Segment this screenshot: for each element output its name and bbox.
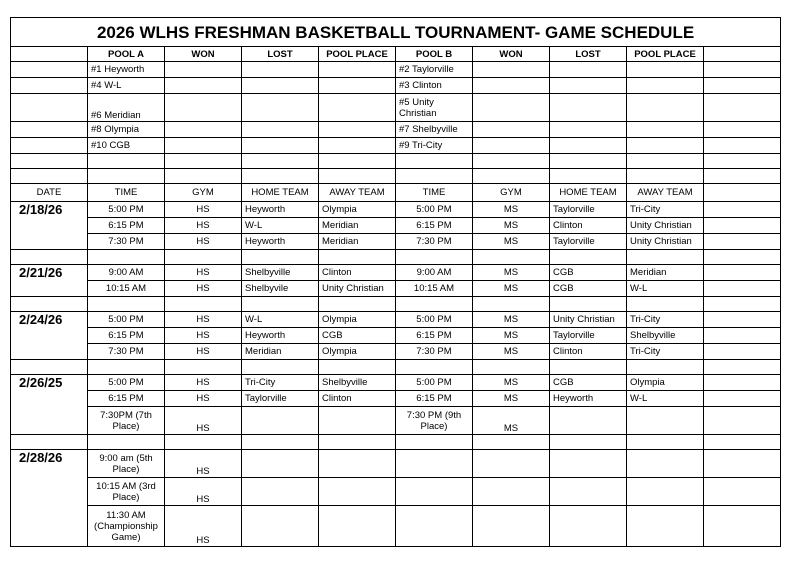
away-team: [319, 478, 396, 506]
pool-a-team: #1 Heyworth: [88, 62, 165, 78]
blank-cell: [473, 435, 550, 450]
schedule-table: [10, 17, 781, 547]
pool-column-header: LOST: [242, 47, 319, 62]
game-date: 2/28/26: [11, 450, 88, 547]
pool-row: [11, 122, 781, 138]
blank-cell: [627, 250, 704, 265]
away-team: Meridian: [627, 265, 704, 281]
game-gym: MS: [473, 202, 550, 218]
blank-cell: [550, 169, 627, 184]
away-team: Tri-City: [627, 344, 704, 360]
away-team: Shelbyville: [627, 328, 704, 344]
blank-cell: [704, 169, 781, 184]
blank-cell: [165, 78, 242, 94]
blank-cell: [242, 250, 319, 265]
game-time: 6:15 PM: [396, 391, 473, 407]
game-row: [11, 506, 781, 547]
pool-column-header: POOL PLACE: [627, 47, 704, 62]
blank-cell: [165, 169, 242, 184]
blank-cell: [704, 375, 781, 391]
blank-cell: [627, 78, 704, 94]
home-team: Shelbyville: [242, 265, 319, 281]
away-team: Unity Christian: [319, 281, 396, 297]
home-team: Heyworth: [550, 391, 627, 407]
blank-cell: [473, 154, 550, 169]
spacer-row: [11, 297, 781, 312]
game-date: 2/18/26: [11, 202, 88, 250]
game-time: 5:00 PM: [88, 312, 165, 328]
game-gym: HS: [165, 391, 242, 407]
away-team: [319, 407, 396, 435]
game-time: [396, 478, 473, 506]
game-gym: HS: [165, 478, 242, 506]
game-gym: MS: [473, 328, 550, 344]
game-date: 2/21/26: [11, 265, 88, 297]
title-row: [11, 18, 781, 47]
blank-cell: [704, 312, 781, 328]
pool-header-row: [11, 47, 781, 62]
blank-cell: [11, 122, 88, 138]
home-team: W-L: [242, 218, 319, 234]
blank-cell: [319, 169, 396, 184]
blank-cell: [704, 478, 781, 506]
schedule-column-header: AWAY TEAM: [319, 184, 396, 202]
home-team: Taylorville: [550, 234, 627, 250]
blank-cell: [704, 506, 781, 547]
pool-row: [11, 94, 781, 122]
blank-cell: [88, 250, 165, 265]
blank-cell: [11, 435, 88, 450]
blank-cell: [550, 360, 627, 375]
blank-cell: [704, 250, 781, 265]
game-time: 10:15 AM: [88, 281, 165, 297]
blank-cell: [550, 94, 627, 122]
pool-column-header: POOL A: [88, 47, 165, 62]
home-team: [550, 450, 627, 478]
blank-cell: [473, 94, 550, 122]
away-team: Olympia: [627, 375, 704, 391]
pool-b-team: #7 Shelbyville: [396, 122, 473, 138]
blank-cell: [704, 154, 781, 169]
home-team: W-L: [242, 312, 319, 328]
schedule-column-header: HOME TEAM: [550, 184, 627, 202]
game-gym: HS: [165, 234, 242, 250]
away-team: CGB: [319, 328, 396, 344]
schedule-column-header: GYM: [165, 184, 242, 202]
home-team: [242, 506, 319, 547]
away-team: W-L: [627, 281, 704, 297]
blank-cell: [550, 250, 627, 265]
game-gym: HS: [165, 450, 242, 478]
blank-cell: [319, 78, 396, 94]
blank-cell: [396, 435, 473, 450]
blank-cell: [165, 154, 242, 169]
blank-cell: [550, 78, 627, 94]
game-time: 6:15 PM: [88, 328, 165, 344]
blank-cell: [704, 407, 781, 435]
blank-cell: [88, 360, 165, 375]
game-gym: HS: [165, 265, 242, 281]
game-date: 2/26/25: [11, 375, 88, 435]
blank-cell: [704, 435, 781, 450]
blank-cell: [396, 250, 473, 265]
schedule-column-header: AWAY TEAM: [627, 184, 704, 202]
pool-column-header: POOL B: [396, 47, 473, 62]
schedule-column-header: DATE: [11, 184, 88, 202]
blank-cell: [627, 138, 704, 154]
game-time: 5:00 PM: [88, 202, 165, 218]
away-team: Olympia: [319, 202, 396, 218]
game-gym: HS: [165, 281, 242, 297]
home-team: Clinton: [550, 218, 627, 234]
game-gym: MS: [473, 265, 550, 281]
blank-cell: [627, 154, 704, 169]
blank-cell: [704, 450, 781, 478]
game-gym: [473, 450, 550, 478]
blank-cell: [88, 435, 165, 450]
game-gym: HS: [165, 328, 242, 344]
pool-column-header: WON: [473, 47, 550, 62]
pool-column-header: LOST: [550, 47, 627, 62]
pool-b-team: #2 Taylorville: [396, 62, 473, 78]
blank-cell: [473, 62, 550, 78]
blank-cell: [473, 360, 550, 375]
blank-cell: [11, 62, 88, 78]
blank-cell: [704, 62, 781, 78]
blank-cell: [165, 122, 242, 138]
game-gym: MS: [473, 375, 550, 391]
blank-cell: [396, 169, 473, 184]
blank-cell: [242, 435, 319, 450]
blank-cell: [704, 328, 781, 344]
schedule-column-header: HOME TEAM: [242, 184, 319, 202]
blank-cell: [319, 360, 396, 375]
game-row: [11, 281, 781, 297]
home-team: Unity Christian: [550, 312, 627, 328]
home-team: Heyworth: [242, 328, 319, 344]
blank-cell: [473, 122, 550, 138]
home-team: Meridian: [242, 344, 319, 360]
blank-cell: [242, 94, 319, 122]
home-team: Heyworth: [242, 234, 319, 250]
blank-cell: [550, 435, 627, 450]
blank-cell: [396, 154, 473, 169]
blank-cell: [627, 122, 704, 138]
game-time: 7:30 PM: [396, 234, 473, 250]
away-team: Unity Christian: [627, 218, 704, 234]
blank-cell: [88, 169, 165, 184]
game-time: 7:30 PM: [396, 344, 473, 360]
home-team: Shelbyvile: [242, 281, 319, 297]
game-row: [11, 344, 781, 360]
blank-cell: [473, 138, 550, 154]
game-time: 6:15 PM: [396, 328, 473, 344]
pool-column-header: POOL PLACE: [319, 47, 396, 62]
blank-cell: [704, 94, 781, 122]
blank-cell: [88, 154, 165, 169]
game-row: [11, 391, 781, 407]
blank-cell: [165, 62, 242, 78]
blank-cell: [550, 297, 627, 312]
blank-cell: [242, 62, 319, 78]
blank-cell: [11, 360, 88, 375]
home-team: Taylorville: [550, 328, 627, 344]
game-row: [11, 202, 781, 218]
blank-cell: [627, 360, 704, 375]
blank-cell: [242, 138, 319, 154]
game-time: [396, 450, 473, 478]
blank-cell: [473, 78, 550, 94]
home-team: [242, 478, 319, 506]
away-team: [627, 407, 704, 435]
blank-cell: [319, 154, 396, 169]
game-date: 2/24/26: [11, 312, 88, 360]
blank-cell: [704, 78, 781, 94]
game-gym: HS: [165, 202, 242, 218]
blank-cell: [242, 154, 319, 169]
game-row: [11, 407, 781, 435]
game-time: 7:30 PM: [88, 344, 165, 360]
blank-cell: [165, 435, 242, 450]
game-time: [396, 506, 473, 547]
home-team: CGB: [550, 265, 627, 281]
blank-cell: [319, 138, 396, 154]
blank-cell: [11, 138, 88, 154]
blank-cell: [704, 391, 781, 407]
blank-cell: [242, 122, 319, 138]
game-gym: MS: [473, 218, 550, 234]
blank-cell: [627, 62, 704, 78]
game-row: [11, 265, 781, 281]
game-time: 9:00 am (5th Place): [88, 450, 165, 478]
game-gym: MS: [473, 407, 550, 435]
game-time: 5:00 PM: [396, 202, 473, 218]
spacer-row: [11, 250, 781, 265]
blank-cell: [627, 435, 704, 450]
blank-cell: [11, 94, 88, 122]
away-team: Olympia: [319, 312, 396, 328]
blank-cell: [550, 122, 627, 138]
game-gym: HS: [165, 375, 242, 391]
home-team: [242, 407, 319, 435]
spacer-row: [11, 435, 781, 450]
blank-cell: [473, 250, 550, 265]
blank-cell: [11, 78, 88, 94]
blank-cell: [11, 154, 88, 169]
game-gym: MS: [473, 344, 550, 360]
away-team: Meridian: [319, 234, 396, 250]
away-team: [319, 506, 396, 547]
blank-cell: [242, 297, 319, 312]
home-team: Taylorville: [550, 202, 627, 218]
away-team: Meridian: [319, 218, 396, 234]
away-team: [319, 450, 396, 478]
game-time: 9:00 AM: [396, 265, 473, 281]
blank-cell: [165, 250, 242, 265]
away-team: Clinton: [319, 391, 396, 407]
blank-cell: [704, 184, 781, 202]
schedule-sheet: [10, 17, 780, 547]
blank-cell: [627, 94, 704, 122]
pool-a-team: #10 CGB: [88, 138, 165, 154]
spacer-row: [11, 360, 781, 375]
blank-cell: [319, 250, 396, 265]
home-team: CGB: [550, 281, 627, 297]
game-time: 11:30 AM (Championship Game): [88, 506, 165, 547]
blank-cell: [704, 344, 781, 360]
game-row: [11, 218, 781, 234]
game-gym: MS: [473, 234, 550, 250]
schedule-column-header: TIME: [88, 184, 165, 202]
away-team: [627, 450, 704, 478]
blank-cell: [165, 138, 242, 154]
spacer-row: [11, 154, 781, 169]
blank-cell: [242, 78, 319, 94]
blank-cell: [550, 62, 627, 78]
schedule-column-header: GYM: [473, 184, 550, 202]
blank-cell: [165, 94, 242, 122]
blank-cell: [473, 297, 550, 312]
home-team: [550, 407, 627, 435]
pool-a-team: #6 Meridian: [88, 94, 165, 122]
pool-a-team: #4 W-L: [88, 78, 165, 94]
away-team: Tri-City: [627, 312, 704, 328]
away-team: Olympia: [319, 344, 396, 360]
spacer-row: [11, 169, 781, 184]
game-time: 5:00 PM: [88, 375, 165, 391]
game-row: [11, 234, 781, 250]
game-gym: HS: [165, 506, 242, 547]
home-team: CGB: [550, 375, 627, 391]
game-gym: HS: [165, 218, 242, 234]
blank-cell: [88, 297, 165, 312]
home-team: Heyworth: [242, 202, 319, 218]
away-team: W-L: [627, 391, 704, 407]
page-title: 2026 WLHS FRESHMAN BASKETBALL TOURNAMENT- GAME SCHEDULE: [11, 18, 781, 47]
blank-cell: [319, 435, 396, 450]
pool-column-header: WON: [165, 47, 242, 62]
blank-cell: [704, 122, 781, 138]
blank-cell: [319, 62, 396, 78]
game-time: 5:00 PM: [396, 312, 473, 328]
blank-cell: [396, 360, 473, 375]
blank-cell: [319, 122, 396, 138]
game-time: 6:15 PM: [88, 391, 165, 407]
game-time: 6:15 PM: [396, 218, 473, 234]
blank-cell: [319, 94, 396, 122]
game-gym: [473, 478, 550, 506]
game-time: 7:30 PM: [88, 234, 165, 250]
game-gym: MS: [473, 281, 550, 297]
game-time: 7:30 PM (9th Place): [396, 407, 473, 435]
blank-cell: [550, 154, 627, 169]
blank-cell: [704, 297, 781, 312]
pool-a-team: #8 Olympia: [88, 122, 165, 138]
pool-b-team: #3 Clinton: [396, 78, 473, 94]
blank-cell: [550, 138, 627, 154]
blank-cell: [704, 360, 781, 375]
game-row: [11, 328, 781, 344]
home-team: [242, 450, 319, 478]
blank-cell: [165, 360, 242, 375]
blank-cell: [704, 138, 781, 154]
game-gym: MS: [473, 391, 550, 407]
blank-cell: [627, 169, 704, 184]
blank-cell: [319, 297, 396, 312]
blank-cell: [165, 297, 242, 312]
game-time: 6:15 PM: [88, 218, 165, 234]
game-row: [11, 450, 781, 478]
away-team: Clinton: [319, 265, 396, 281]
home-team: Tri-City: [242, 375, 319, 391]
game-gym: MS: [473, 312, 550, 328]
blank-cell: [242, 360, 319, 375]
pool-b-team: #9 Tri-City: [396, 138, 473, 154]
blank-cell: [11, 297, 88, 312]
blank-cell: [704, 47, 781, 62]
blank-cell: [11, 169, 88, 184]
game-gym: HS: [165, 312, 242, 328]
blank-cell: [704, 265, 781, 281]
game-row: [11, 312, 781, 328]
blank-cell: [704, 218, 781, 234]
away-team: Shelbyville: [319, 375, 396, 391]
home-team: Taylorville: [242, 391, 319, 407]
game-row: [11, 478, 781, 506]
home-team: [550, 478, 627, 506]
blank-cell: [704, 234, 781, 250]
pool-row: [11, 62, 781, 78]
away-team: Tri-City: [627, 202, 704, 218]
blank-cell: [473, 169, 550, 184]
game-gym: HS: [165, 407, 242, 435]
away-team: [627, 506, 704, 547]
pool-row: [11, 138, 781, 154]
away-team: [627, 478, 704, 506]
game-time: 7:30PM (7th Place): [88, 407, 165, 435]
blank-cell: [11, 47, 88, 62]
schedule-header-row: [11, 184, 781, 202]
home-team: Clinton: [550, 344, 627, 360]
blank-cell: [11, 250, 88, 265]
schedule-column-header: TIME: [396, 184, 473, 202]
blank-cell: [242, 169, 319, 184]
pool-b-team: #5 Unity Christian: [396, 94, 473, 122]
away-team: Unity Christian: [627, 234, 704, 250]
game-time: 10:15 AM (3rd Place): [88, 478, 165, 506]
pool-row: [11, 78, 781, 94]
game-time: 9:00 AM: [88, 265, 165, 281]
blank-cell: [704, 202, 781, 218]
home-team: [550, 506, 627, 547]
blank-cell: [627, 297, 704, 312]
game-time: 5:00 PM: [396, 375, 473, 391]
blank-cell: [704, 281, 781, 297]
game-row: [11, 375, 781, 391]
game-gym: [473, 506, 550, 547]
game-gym: HS: [165, 344, 242, 360]
game-time: 10:15 AM: [396, 281, 473, 297]
blank-cell: [396, 297, 473, 312]
